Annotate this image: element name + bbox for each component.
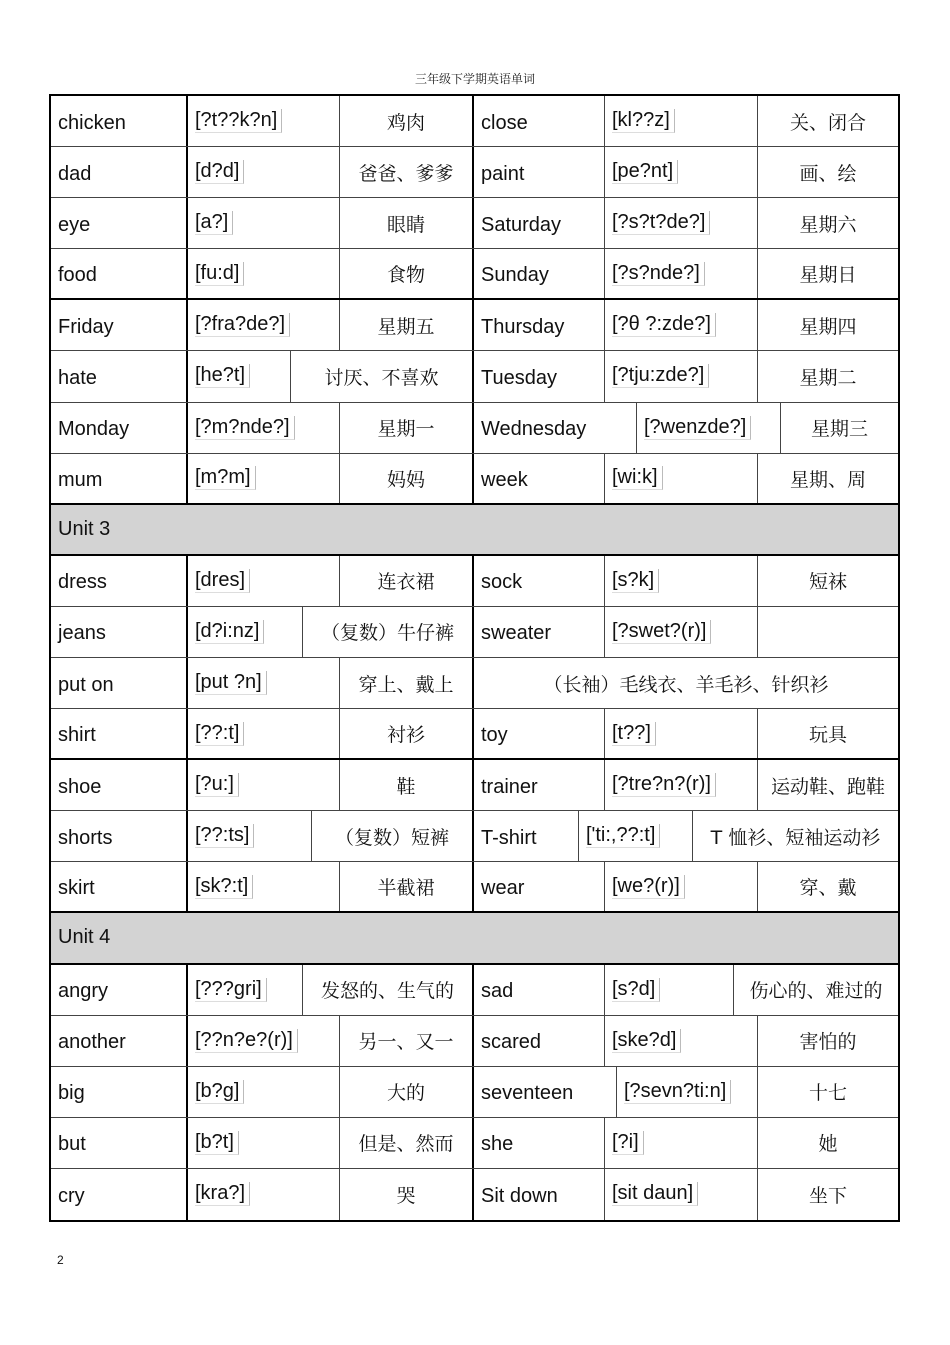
meaning-cell: 讨厌、不喜欢: [291, 351, 474, 401]
word-cell: but: [51, 1118, 188, 1168]
word-cell: sweater: [474, 607, 605, 657]
phonetic-text: [wi:k]: [612, 466, 663, 490]
phonetic-text: ['ti:,??:t]: [586, 824, 660, 848]
word-cell: Sunday: [474, 249, 605, 298]
phonetic-cell: [605, 147, 758, 197]
phonetic-text: [he?t]: [195, 364, 250, 388]
phonetic-text: [?t??k?n]: [195, 109, 282, 133]
table-row: [51, 1118, 898, 1169]
meaning-cell: 食物: [340, 249, 474, 298]
phonetic-text: [sit daun]: [612, 1182, 698, 1206]
table-row: [51, 1067, 898, 1118]
word-cell: skirt: [51, 862, 188, 911]
table-row: [51, 709, 898, 760]
phonetic-text: [?m?nde?]: [195, 416, 295, 440]
meaning-cell: 她: [818, 1133, 838, 1156]
word-cell: Wednesday: [474, 403, 637, 453]
phonetic-cell: [605, 249, 758, 298]
phonetic-text: [s?d]: [612, 978, 660, 1002]
phonetic-cell: [605, 454, 758, 503]
phonetic-cell: [605, 1169, 758, 1220]
phonetic-cell: [605, 1016, 758, 1066]
word-cell: paint: [474, 147, 605, 197]
phonetic-cell: [605, 760, 758, 810]
word-cell: trainer: [474, 760, 605, 810]
phonetic-cell: [605, 198, 758, 248]
table-row: [51, 556, 898, 607]
phonetic-cell: [188, 1118, 340, 1168]
phonetic-text: [?tre?n?(r)]: [612, 773, 716, 797]
word-cell: sock: [474, 556, 605, 606]
meaning-cell: 妈妈: [340, 454, 474, 503]
table-row: [51, 249, 898, 300]
table-row: [51, 454, 898, 505]
table-row: [51, 658, 898, 709]
word-cell: T-shirt: [474, 811, 579, 861]
table-row: [51, 607, 898, 658]
meaning-cell: 鸡肉: [340, 96, 474, 146]
phonetic-cell: [605, 556, 758, 606]
phonetic-text: [??:ts]: [195, 824, 254, 848]
meaning-cell: 星期一: [340, 403, 474, 453]
meaning-cell: 害怕的: [799, 1031, 857, 1054]
word-cell: put on: [51, 658, 188, 708]
word-cell: cry: [51, 1169, 188, 1220]
meaning-cell: 星期二: [799, 366, 857, 389]
word-cell: shorts: [51, 811, 188, 861]
phonetic-text: [??n?e?(r)]: [195, 1029, 298, 1053]
meaning-cell: 衬衫: [340, 709, 474, 758]
phonetic-text: [?wenzde?]: [644, 416, 751, 440]
phonetic-text: [sk?:t]: [195, 875, 253, 899]
meaning-cell: 星期三: [810, 418, 868, 441]
phonetic-text: [s?k]: [612, 569, 659, 593]
word-cell: shirt: [51, 709, 188, 758]
word-cell: week: [474, 454, 605, 503]
word-cell: big: [51, 1067, 188, 1117]
word-cell: angry: [51, 965, 188, 1015]
meaning-cell: 连衣裙: [340, 556, 474, 606]
meaning-cell: T 恤衫、短袖运动衫: [710, 826, 881, 849]
phonetic-text: [???gri]: [195, 978, 267, 1002]
table-row: [51, 351, 898, 402]
phonetic-cell: [188, 658, 340, 708]
phonetic-text: [?sevn?ti:n]: [624, 1080, 731, 1104]
word-cell: scared: [474, 1016, 605, 1066]
unit-label: Unit 4: [58, 926, 111, 949]
meaning-cell: 星期六: [799, 213, 857, 236]
unit-header-row: [51, 505, 898, 556]
page-number: 2: [57, 1253, 64, 1267]
meaning-cell: [758, 607, 898, 657]
meaning-cell: 眼睛: [340, 198, 474, 248]
phonetic-text: [ske?d]: [612, 1029, 681, 1053]
phonetic-cell: [188, 300, 340, 350]
meaning-cell: 星期日: [799, 264, 857, 287]
word-cell: Thursday: [474, 300, 605, 350]
meaning-cell: 鞋: [340, 760, 474, 810]
phonetic-cell: [605, 709, 758, 758]
meaning-cell: 穿、戴: [799, 877, 857, 900]
word-cell: eye: [51, 198, 188, 248]
phonetic-cell: [188, 351, 291, 401]
phonetic-cell: [188, 607, 303, 657]
meaning-cell: 穿上、戴上: [340, 658, 474, 708]
phonetic-cell: [605, 965, 734, 1015]
phonetic-cell: [188, 1169, 340, 1220]
phonetic-cell: [605, 300, 758, 350]
word-cell: Saturday: [474, 198, 605, 248]
phonetic-text: [put ?n]: [195, 671, 267, 695]
word-cell: chicken: [51, 96, 188, 146]
word-cell: dad: [51, 147, 188, 197]
word-cell: seventeen: [474, 1067, 617, 1117]
phonetic-text: [b?g]: [195, 1080, 244, 1104]
phonetic-text: [dres]: [195, 569, 250, 593]
phonetic-cell: [637, 403, 781, 453]
word-cell: close: [474, 96, 605, 146]
phonetic-cell: [188, 403, 340, 453]
meaning-cell: （长袖）毛线衣、羊毛衫、针织衫: [543, 673, 829, 696]
phonetic-text: [?swet?(r)]: [612, 620, 711, 644]
phonetic-text: [pe?nt]: [612, 160, 678, 184]
vocabulary-table: [49, 94, 900, 1222]
word-cell: Sit down: [474, 1169, 605, 1220]
table-row: [51, 811, 898, 862]
meaning-cell: 短袜: [808, 571, 847, 594]
table-row: [51, 300, 898, 351]
page-header: 三年级下学期英语单词: [414, 72, 535, 86]
phonetic-cell: [605, 607, 758, 657]
phonetic-cell: [188, 556, 340, 606]
table-row: [51, 147, 898, 198]
unit-label: Unit 3: [58, 517, 111, 540]
table-row: [51, 1016, 898, 1067]
phonetic-cell: [188, 454, 340, 503]
meaning-cell: 爸爸、爹爹: [340, 147, 474, 197]
phonetic-cell: [605, 1118, 758, 1168]
word-cell: hate: [51, 351, 188, 401]
word-cell: shoe: [51, 760, 188, 810]
meaning-cell: 但是、然而: [340, 1118, 474, 1168]
phonetic-cell: [188, 1016, 340, 1066]
phonetic-cell: [188, 249, 340, 298]
table-row: [51, 965, 898, 1016]
phonetic-cell: [188, 811, 312, 861]
meaning-cell: 十七: [808, 1082, 847, 1105]
meaning-cell: 坐下: [808, 1184, 847, 1207]
phonetic-cell: [188, 147, 340, 197]
meaning-cell: 运动鞋、跑鞋: [770, 775, 885, 798]
phonetic-text: [?θ ?:zde?]: [612, 313, 716, 337]
word-cell: toy: [474, 709, 605, 758]
word-cell: Friday: [51, 300, 188, 350]
phonetic-cell: [188, 709, 340, 758]
table-row: [51, 96, 898, 147]
word-cell: sad: [474, 965, 605, 1015]
meaning-cell: 另一、又一: [340, 1016, 474, 1066]
phonetic-cell: [188, 965, 303, 1015]
meaning-cell: 发怒的、生气的: [303, 965, 474, 1015]
word-cell: she: [474, 1118, 605, 1168]
meaning-cell: 星期四: [799, 315, 857, 338]
word-cell: wear: [474, 862, 605, 911]
word-cell: Tuesday: [474, 351, 605, 401]
meaning-cell: 半截裙: [340, 862, 474, 911]
phonetic-text: [?tju:zde?]: [612, 364, 709, 388]
word-cell: another: [51, 1016, 188, 1066]
table-row: [51, 1169, 898, 1220]
phonetic-text: [?i]: [612, 1131, 644, 1155]
meaning-cell: （复数）短裤: [312, 811, 474, 861]
meaning-cell: 哭: [340, 1169, 474, 1220]
meaning-cell: 星期五: [340, 300, 474, 350]
phonetic-cell: [605, 96, 758, 146]
meaning-cell: 大的: [340, 1067, 474, 1117]
phonetic-text: [?s?t?de?]: [612, 211, 710, 235]
phonetic-text: [b?t]: [195, 1131, 239, 1155]
unit-header-row: [51, 913, 898, 964]
meaning-cell: 画、绘: [799, 162, 857, 185]
phonetic-text: [we?(r)]: [612, 875, 685, 899]
phonetic-text: [d?i:nz]: [195, 620, 264, 644]
phonetic-text: [kra?]: [195, 1182, 250, 1206]
phonetic-text: [?fra?de?]: [195, 313, 290, 337]
word-cell: food: [51, 249, 188, 298]
meaning-cell: 关、闭合: [789, 111, 866, 134]
meaning-cell: 玩具: [808, 724, 847, 747]
phonetic-cell: [188, 1067, 340, 1117]
phonetic-text: [?s?nde?]: [612, 262, 705, 286]
phonetic-text: [fu:d]: [195, 262, 244, 286]
word-cell: mum: [51, 454, 188, 503]
meaning-cell: （复数）牛仔裤: [303, 607, 474, 657]
phonetic-cell: [617, 1067, 758, 1117]
phonetic-cell: [605, 351, 758, 401]
phonetic-text: [t??]: [612, 722, 656, 746]
phonetic-text: [??:t]: [195, 722, 244, 746]
phonetic-text: [?u:]: [195, 773, 239, 797]
word-cell: jeans: [51, 607, 188, 657]
table-row: [51, 862, 898, 913]
phonetic-cell: [188, 862, 340, 911]
meaning-cell: 星期、周: [789, 468, 866, 491]
meaning-cell: 伤心的、难过的: [749, 980, 883, 1003]
table-row: [51, 760, 898, 811]
phonetic-text: [kl??z]: [612, 109, 675, 133]
phonetic-text: [m?m]: [195, 466, 256, 490]
phonetic-cell: [188, 198, 340, 248]
word-cell: dress: [51, 556, 188, 606]
phonetic-cell: [188, 760, 340, 810]
phonetic-cell: [579, 811, 693, 861]
table-row: [51, 403, 898, 454]
word-cell: Monday: [51, 403, 188, 453]
phonetic-text: [a?]: [195, 211, 233, 235]
phonetic-cell: [605, 862, 758, 911]
phonetic-cell: [188, 96, 340, 146]
table-row: [51, 198, 898, 249]
phonetic-text: [d?d]: [195, 160, 244, 184]
